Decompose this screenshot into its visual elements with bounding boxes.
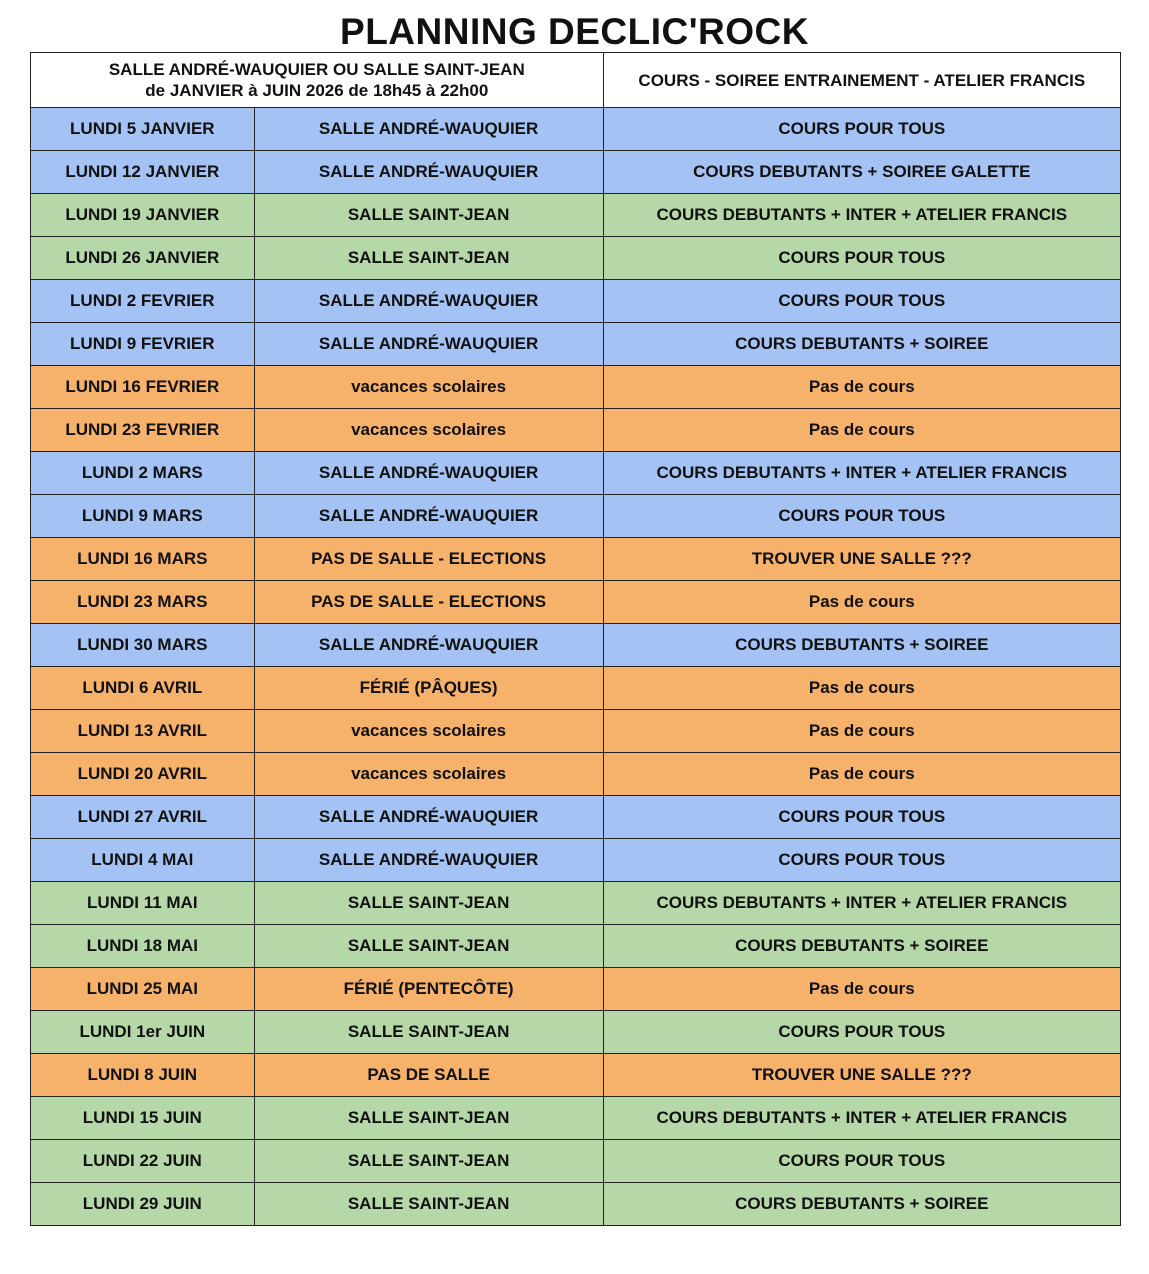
activity-cell: Pas de cours <box>603 968 1120 1011</box>
activity-cell: Pas de cours <box>603 366 1120 409</box>
table-row <box>31 925 1121 968</box>
header-venue-line: SALLE ANDRÉ-WAUQUIER OU SALLE SAINT-JEAN <box>108 60 525 79</box>
date-cell: LUNDI 30 MARS <box>31 624 255 667</box>
venue-cell: SALLE ANDRÉ-WAUQUIER <box>254 624 603 667</box>
activity-cell: COURS POUR TOUS <box>603 495 1120 538</box>
activity-cell: COURS DEBUTANTS + SOIREE GALETTE <box>603 151 1120 194</box>
table-row <box>31 1011 1121 1054</box>
activity-cell: Pas de cours <box>603 710 1120 753</box>
date-cell: LUNDI 8 JUIN <box>31 1054 255 1097</box>
table-row <box>31 1140 1121 1183</box>
venue-cell: SALLE ANDRÉ-WAUQUIER <box>254 495 603 538</box>
date-cell: LUNDI 20 AVRIL <box>31 753 255 796</box>
venue-cell: vacances scolaires <box>254 409 603 452</box>
venue-cell: SALLE ANDRÉ-WAUQUIER <box>254 323 603 366</box>
date-cell: LUNDI 2 FEVRIER <box>31 280 255 323</box>
table-row <box>31 710 1121 753</box>
activity-cell: COURS POUR TOUS <box>603 1140 1120 1183</box>
venue-cell: SALLE SAINT-JEAN <box>254 925 603 968</box>
venue-cell: SALLE ANDRÉ-WAUQUIER <box>254 280 603 323</box>
activity-cell: Pas de cours <box>603 581 1120 624</box>
date-cell: LUNDI 16 FEVRIER <box>31 366 255 409</box>
venue-cell: SALLE SAINT-JEAN <box>254 1140 603 1183</box>
date-cell: LUNDI 15 JUIN <box>31 1097 255 1140</box>
table-row <box>31 796 1121 839</box>
table-row <box>31 237 1121 280</box>
activity-cell: COURS POUR TOUS <box>603 280 1120 323</box>
venue-cell: SALLE ANDRÉ-WAUQUIER <box>254 108 603 151</box>
date-cell: LUNDI 2 MARS <box>31 452 255 495</box>
date-cell: LUNDI 9 MARS <box>31 495 255 538</box>
activity-cell: COURS DEBUTANTS + INTER + ATELIER FRANCIS <box>603 1097 1120 1140</box>
table-row <box>31 753 1121 796</box>
venue-cell: SALLE SAINT-JEAN <box>254 1183 603 1226</box>
date-cell: LUNDI 23 FEVRIER <box>31 409 255 452</box>
activity-cell: COURS POUR TOUS <box>603 796 1120 839</box>
venue-cell: SALLE SAINT-JEAN <box>254 237 603 280</box>
planning-table-body <box>31 53 1121 1226</box>
page-title: PLANNING DECLIC'ROCK <box>340 11 809 52</box>
venue-cell: PAS DE SALLE - ELECTIONS <box>254 581 603 624</box>
table-row <box>31 495 1121 538</box>
venue-cell: SALLE ANDRÉ-WAUQUIER <box>254 452 603 495</box>
table-row <box>31 624 1121 667</box>
planning-table <box>30 52 1121 1226</box>
header-period-line: de JANVIER à JUIN 2026 de 18h45 à 22h00 <box>145 81 489 100</box>
header-venue-period-cell <box>31 53 604 108</box>
venue-cell: SALLE ANDRÉ-WAUQUIER <box>254 796 603 839</box>
table-row <box>31 323 1121 366</box>
date-cell: LUNDI 11 MAI <box>31 882 255 925</box>
date-cell: LUNDI 16 MARS <box>31 538 255 581</box>
venue-cell: vacances scolaires <box>254 753 603 796</box>
activity-cell: COURS POUR TOUS <box>603 839 1120 882</box>
date-cell: LUNDI 27 AVRIL <box>31 796 255 839</box>
venue-cell: SALLE SAINT-JEAN <box>254 194 603 237</box>
venue-cell: SALLE ANDRÉ-WAUQUIER <box>254 151 603 194</box>
venue-cell: PAS DE SALLE - ELECTIONS <box>254 538 603 581</box>
activity-cell: COURS DEBUTANTS + SOIREE <box>603 925 1120 968</box>
table-row <box>31 839 1121 882</box>
table-row <box>31 968 1121 1011</box>
date-cell: LUNDI 12 JANVIER <box>31 151 255 194</box>
table-row <box>31 1097 1121 1140</box>
date-cell: LUNDI 26 JANVIER <box>31 237 255 280</box>
table-row <box>31 194 1121 237</box>
date-cell: LUNDI 19 JANVIER <box>31 194 255 237</box>
date-cell: LUNDI 25 MAI <box>31 968 255 1011</box>
activity-cell: COURS DEBUTANTS + INTER + ATELIER FRANCIS <box>603 452 1120 495</box>
activity-cell: Pas de cours <box>603 667 1120 710</box>
venue-cell: vacances scolaires <box>254 710 603 753</box>
table-row <box>31 409 1121 452</box>
date-cell: LUNDI 1er JUIN <box>31 1011 255 1054</box>
date-cell: LUNDI 18 MAI <box>31 925 255 968</box>
activity-cell: COURS POUR TOUS <box>603 1011 1120 1054</box>
table-row <box>31 667 1121 710</box>
table-row <box>31 581 1121 624</box>
header-activities-cell: COURS - SOIREE ENTRAINEMENT - ATELIER FRANCIS <box>603 53 1120 108</box>
venue-cell: SALLE ANDRÉ-WAUQUIER <box>254 839 603 882</box>
date-cell: LUNDI 22 JUIN <box>31 1140 255 1183</box>
venue-cell: FÉRIÉ (PENTECÔTE) <box>254 968 603 1011</box>
activity-cell: Pas de cours <box>603 409 1120 452</box>
venue-cell: SALLE SAINT-JEAN <box>254 1097 603 1140</box>
date-cell: LUNDI 29 JUIN <box>31 1183 255 1226</box>
table-row <box>31 1054 1121 1097</box>
table-row <box>31 882 1121 925</box>
table-row <box>31 1183 1121 1226</box>
table-row <box>31 151 1121 194</box>
table-header-row <box>31 53 1121 108</box>
table-row <box>31 280 1121 323</box>
date-cell: LUNDI 5 JANVIER <box>31 108 255 151</box>
venue-cell: SALLE SAINT-JEAN <box>254 1011 603 1054</box>
date-cell: LUNDI 13 AVRIL <box>31 710 255 753</box>
activity-cell: COURS POUR TOUS <box>603 108 1120 151</box>
table-row <box>31 452 1121 495</box>
activity-cell: COURS DEBUTANTS + SOIREE <box>603 323 1120 366</box>
activity-cell: COURS DEBUTANTS + INTER + ATELIER FRANCIS <box>603 194 1120 237</box>
activity-cell: TROUVER UNE SALLE ??? <box>603 538 1120 581</box>
activity-cell: Pas de cours <box>603 753 1120 796</box>
activity-cell: COURS DEBUTANTS + SOIREE <box>603 624 1120 667</box>
activity-cell: COURS DEBUTANTS + SOIREE <box>603 1183 1120 1226</box>
table-row <box>31 366 1121 409</box>
venue-cell: PAS DE SALLE <box>254 1054 603 1097</box>
date-cell: LUNDI 4 MAI <box>31 839 255 882</box>
date-cell: LUNDI 6 AVRIL <box>31 667 255 710</box>
date-cell: LUNDI 9 FEVRIER <box>31 323 255 366</box>
activity-cell: COURS POUR TOUS <box>603 237 1120 280</box>
venue-cell: FÉRIÉ (PÂQUES) <box>254 667 603 710</box>
venue-cell: SALLE SAINT-JEAN <box>254 882 603 925</box>
venue-cell: vacances scolaires <box>254 366 603 409</box>
activity-cell: TROUVER UNE SALLE ??? <box>603 1054 1120 1097</box>
date-cell: LUNDI 23 MARS <box>31 581 255 624</box>
activity-cell: COURS DEBUTANTS + INTER + ATELIER FRANCIS <box>603 882 1120 925</box>
table-row <box>31 108 1121 151</box>
table-row <box>31 538 1121 581</box>
